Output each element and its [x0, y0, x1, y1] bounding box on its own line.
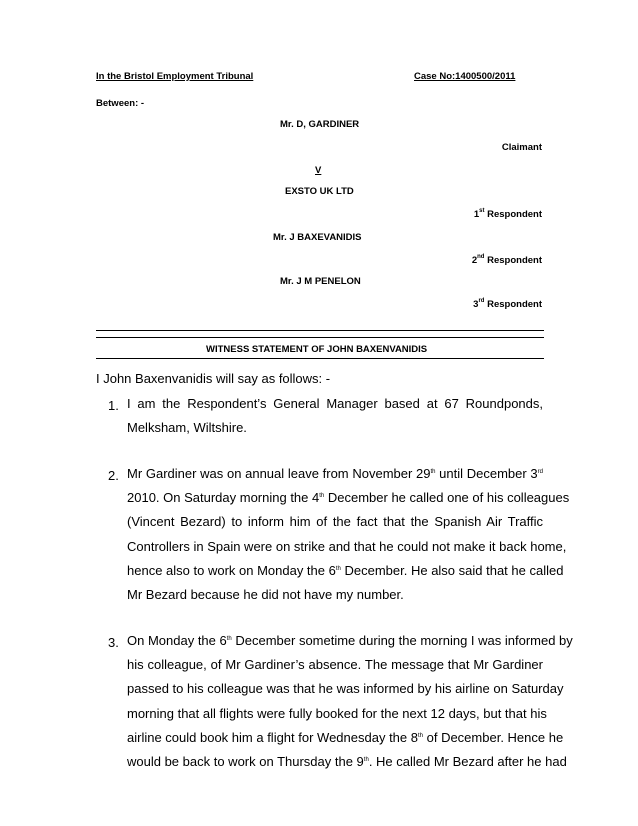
paragraph-2-line: Mr Bezard because he did not have my number.: [127, 586, 404, 602]
respondent-3-role: 3rd Respondent: [473, 298, 542, 310]
title-rule-bottom: [96, 358, 544, 359]
paragraph-3-line: On Monday the 6th December sometime during the morning I was informed by: [127, 633, 573, 648]
respondent-2-role: 2nd Respondent: [471, 254, 542, 266]
respondent-1-role: 1st Respondent: [473, 208, 542, 220]
versus-label: V: [315, 165, 322, 176]
title-rule-top: [96, 330, 544, 331]
paragraph-1-line: Melksham, Wiltshire.: [127, 420, 247, 436]
paragraph-2-line: (Vincent Bezard) to inform him of the fact that the Spanish Air Traffic: [127, 514, 543, 530]
paragraph-3-line: would be back to work on Thursday the 9th. He called Mr Bezard after he had: [127, 753, 567, 769]
respondent-3-name: Mr. J M PENELON: [280, 276, 361, 287]
paragraph-2-line: 2010. On Saturday morning the 4th December he called one of his colleagues: [127, 490, 570, 506]
title-rule-top-2: [96, 337, 544, 338]
tribunal-name: In the Bristol Employment Tribunal: [96, 71, 254, 82]
paragraph-1: [127, 392, 543, 440]
paragraph-3-number: 3.: [108, 635, 119, 650]
paragraph-3-line: passed to his colleague was that he was informed by his airline on Saturday: [127, 681, 564, 697]
paragraph-3: [127, 629, 573, 774]
paragraph-2-line: Mr Gardiner was on annual leave from November 29th until December 3rd: [127, 466, 543, 481]
claimant-role: Claimant: [501, 142, 542, 153]
claimant-name: Mr. D, GARDINER: [280, 119, 360, 130]
intro-line: I John Baxenvanidis will say as follows: -: [96, 371, 331, 386]
paragraph-2-line: hence also to work on Monday the 6th December. He also said that he called: [127, 562, 564, 578]
paragraph-2-number: 2.: [108, 468, 119, 483]
paragraph-2: [127, 462, 570, 607]
paragraph-1-number: 1.: [108, 398, 119, 413]
paragraph-1-line: I am the Respondent’s General Manager based at 67 Roundponds,: [127, 396, 543, 411]
paragraph-2-line: Controllers in Spain were on strike and that he could not make it back home,: [127, 538, 567, 554]
paragraph-3-line: morning that all flights were fully booked for the next 12 days, but that his: [127, 705, 547, 721]
paragraph-3-line: airline could book him a flight for Wednesday the 8th of December. Hence he: [127, 729, 564, 745]
paragraph-3-line: his colleague, of Mr Gardiner’s absence. The message that Mr Gardiner: [127, 657, 543, 673]
respondent-1-name: EXSTO UK LTD: [285, 186, 354, 197]
case-number: Case No:1400500/2011: [414, 71, 516, 82]
respondent-2-name: Mr. J BAXEVANIDIS: [273, 232, 362, 243]
statement-title: WITNESS STATEMENT OF JOHN BAXENVANIDIS: [206, 344, 428, 355]
between-label: Between: -: [96, 98, 145, 109]
